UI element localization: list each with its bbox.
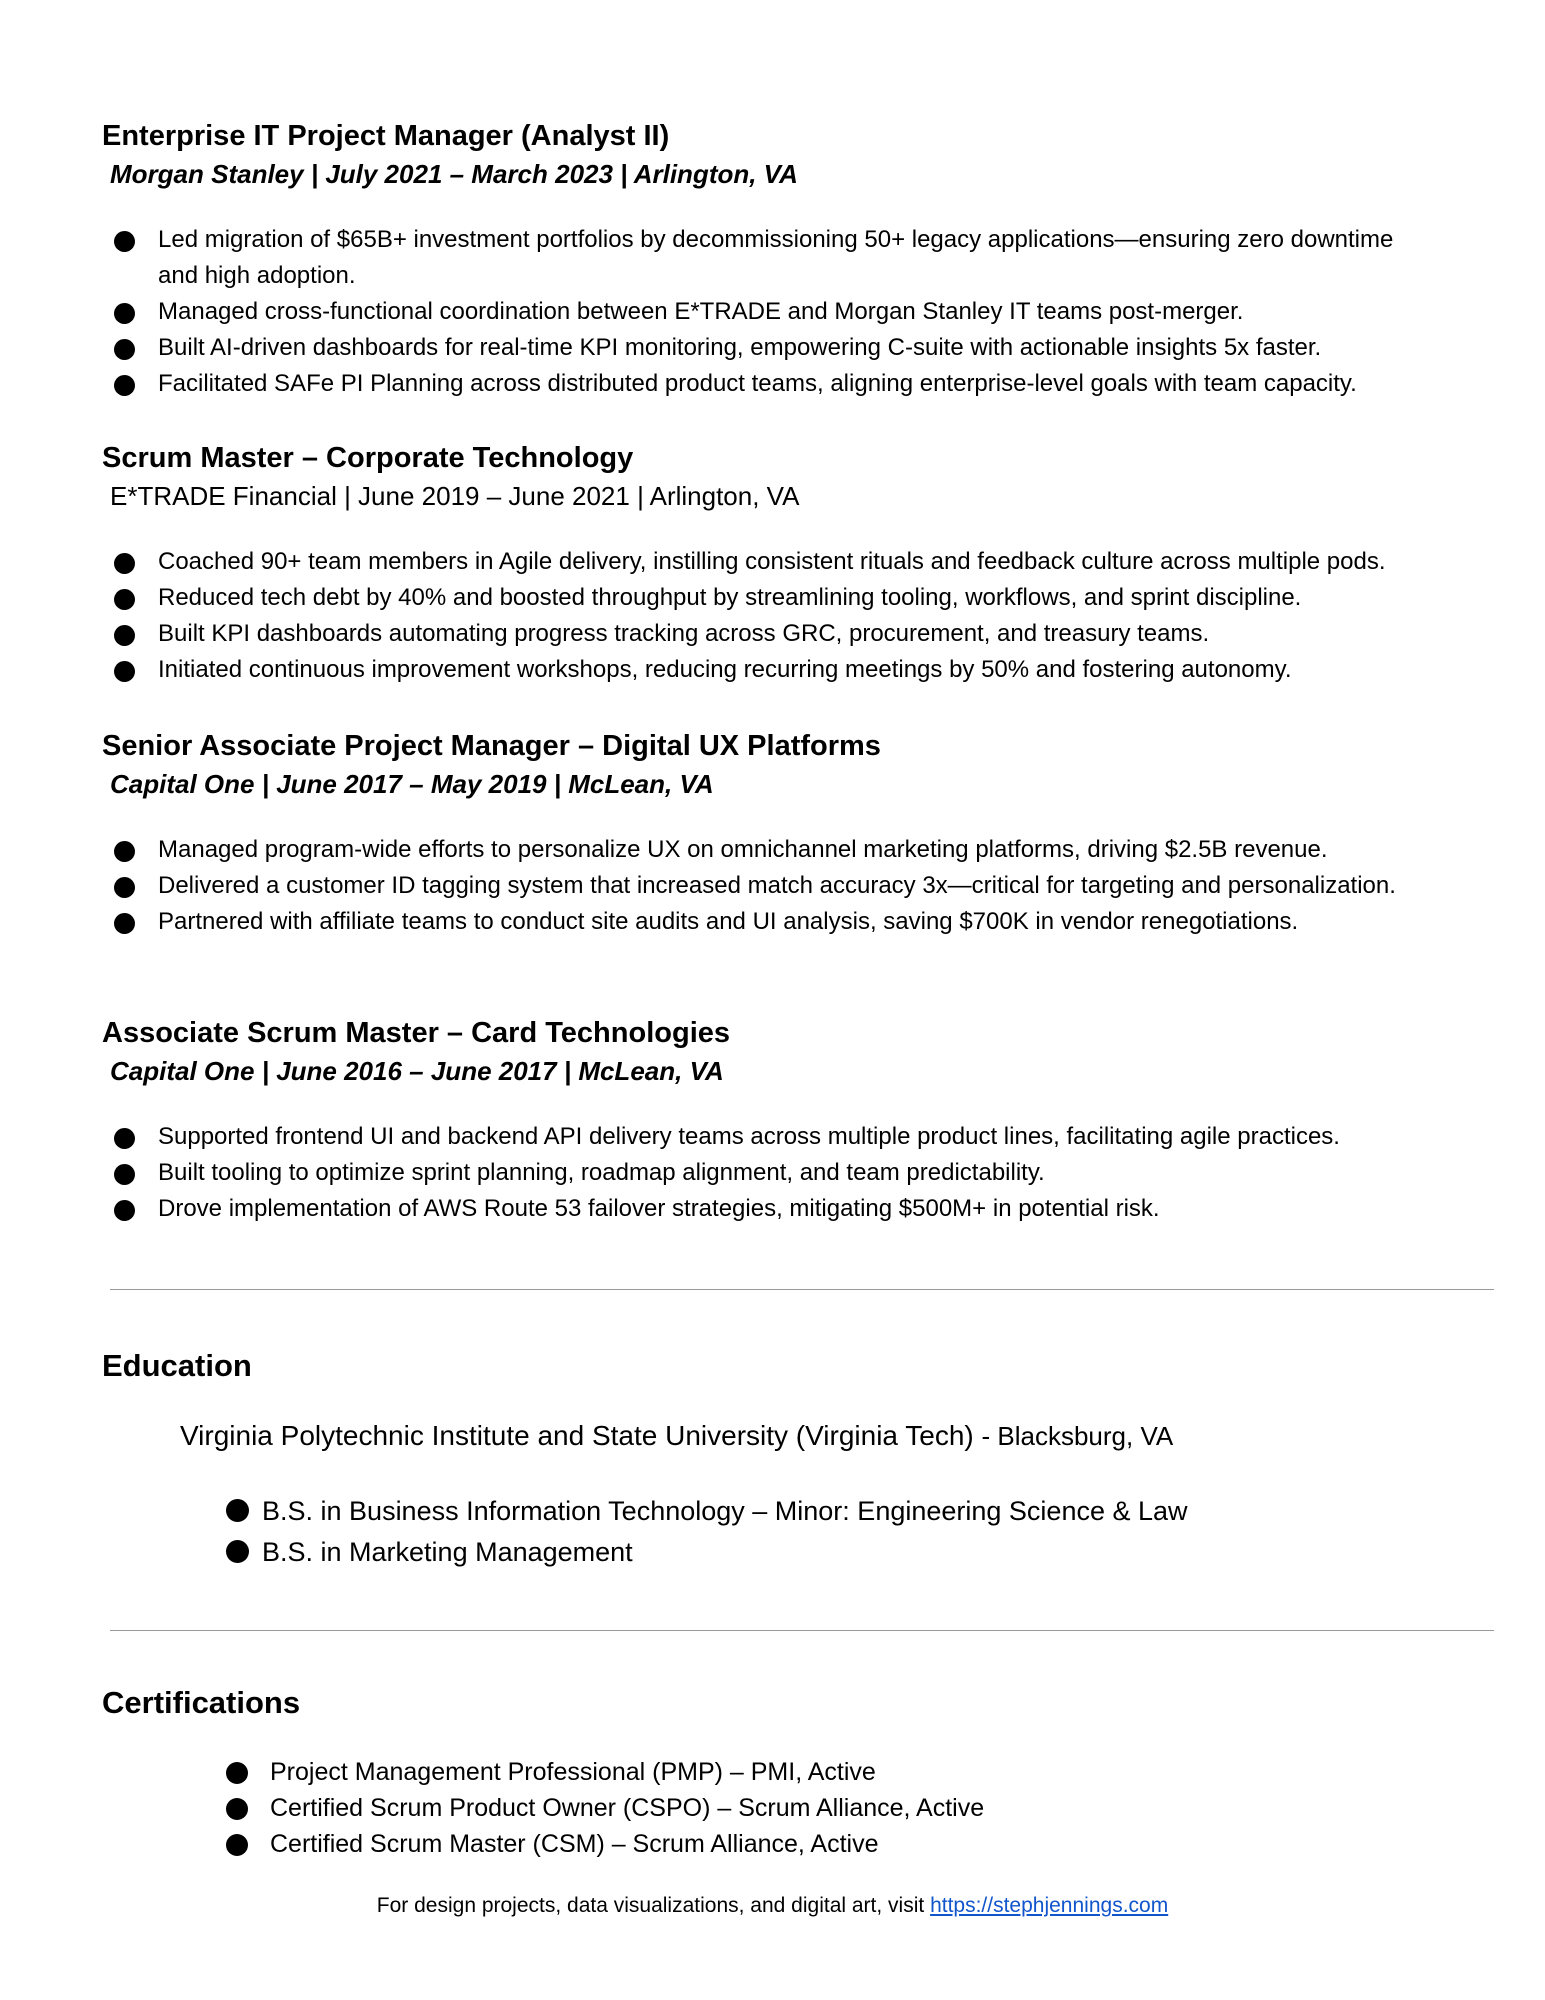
portfolio-link[interactable]: https://stephjennings.com	[930, 1894, 1169, 1917]
list-item: Built tooling to optimize sprint planning, roadmap alignment, and team predictability.	[102, 1155, 1432, 1191]
bullet-icon	[114, 339, 135, 360]
job-meta: E*TRADE Financial | June 2019 – June 2021 | Arlington, VA	[110, 481, 800, 511]
certifications-heading: Certifications	[102, 1685, 301, 1720]
bullet-icon	[114, 1164, 135, 1185]
bullet-icon	[114, 877, 135, 898]
list-item: Built KPI dashboards automating progress tracking across GRC, procurement, and treasury teams.	[102, 616, 1432, 652]
section-divider	[110, 1630, 1494, 1631]
bullet-icon	[114, 1200, 135, 1221]
footer	[0, 1894, 1545, 1918]
bullet-icon	[114, 231, 135, 252]
job-bullets	[102, 544, 1502, 688]
job-bullets	[102, 1119, 1502, 1227]
list-item: Partnered with affiliate teams to conduct site audits and UI analysis, saving $700K in vendor renegotiations.	[102, 904, 1432, 940]
list-item: Initiated continuous improvement workshops, reducing recurring meetings by 50% and fostering autonomy.	[102, 652, 1432, 688]
education-heading: Education	[102, 1348, 252, 1383]
job-title: Scrum Master – Corporate Technology	[102, 442, 634, 474]
job-meta: Capital One | June 2016 – June 2017 | McLean, VA	[110, 1056, 724, 1086]
job-bullets	[102, 832, 1502, 940]
school-location: - Blacksburg, VA	[981, 1421, 1174, 1451]
list-item: Project Management Professional (PMP) – PMI, Active	[226, 1754, 984, 1790]
list-item: Reduced tech debt by 40% and boosted throughput by streamlining tooling, workflows, and sprint discipline.	[102, 580, 1432, 616]
list-item: Led migration of $65B+ investment portfolios by decommissioning 50+ legacy applications—ensuring zero downtime and high adoption.	[102, 222, 1432, 294]
school-line	[180, 1420, 1173, 1452]
list-item: B.S. in Marketing Management	[226, 1532, 1188, 1573]
job-title: Senior Associate Project Manager – Digital UX Platforms	[102, 730, 881, 762]
list-item: Drove implementation of AWS Route 53 failover strategies, mitigating $500M+ in potential risk.	[102, 1191, 1432, 1227]
bullet-icon	[114, 661, 135, 682]
bullet-icon	[226, 1798, 248, 1820]
job-entry	[102, 1015, 1502, 1227]
section-divider	[110, 1289, 1494, 1290]
bullet-icon	[226, 1762, 248, 1784]
list-item: B.S. in Business Information Technology – Minor: Engineering Science & Law	[226, 1491, 1188, 1532]
bullet-icon	[114, 375, 135, 396]
bullet-icon	[114, 1128, 135, 1149]
list-item: Delivered a customer ID tagging system that increased match accuracy 3x—critical for targeting and personalization.	[102, 868, 1432, 904]
bullet-icon	[226, 1540, 249, 1563]
job-meta: Capital One | June 2017 – May 2019 | McLean, VA	[110, 769, 714, 799]
job-bullets	[102, 222, 1502, 402]
bullet-icon	[114, 625, 135, 646]
job-title: Associate Scrum Master – Card Technologies	[102, 1017, 731, 1049]
job-entry	[102, 440, 1502, 688]
job-meta: Morgan Stanley | July 2021 – March 2023 | Arlington, VA	[110, 159, 798, 189]
bullet-icon	[114, 589, 135, 610]
list-item: Certified Scrum Master (CSM) – Scrum Alliance, Active	[226, 1826, 984, 1862]
job-entry	[102, 728, 1502, 940]
list-item: Managed program-wide efforts to personalize UX on omnichannel marketing platforms, driving $2.5B revenue.	[102, 832, 1432, 868]
degree-list	[226, 1491, 1188, 1573]
bullet-icon	[114, 841, 135, 862]
certification-list	[226, 1754, 984, 1862]
bullet-icon	[226, 1834, 248, 1856]
footer-text: For design projects, data visualizations, and digital art, visit	[376, 1894, 925, 1917]
job-title: Enterprise IT Project Manager (Analyst II)	[102, 120, 670, 152]
list-item: Facilitated SAFe PI Planning across distributed product teams, aligning enterprise-level goals with team capacity.	[102, 366, 1432, 402]
list-item: Managed cross-functional coordination between E*TRADE and Morgan Stanley IT teams post-merger.	[102, 294, 1432, 330]
list-item: Built AI-driven dashboards for real-time KPI monitoring, empowering C-suite with actionable insights 5x faster.	[102, 330, 1432, 366]
bullet-icon	[114, 303, 135, 324]
job-entry	[102, 118, 1502, 402]
bullet-icon	[114, 553, 135, 574]
list-item: Certified Scrum Product Owner (CSPO) – Scrum Alliance, Active	[226, 1790, 984, 1826]
school-name: Virginia Polytechnic Institute and State University (Virginia Tech)	[180, 1420, 974, 1451]
list-item: Coached 90+ team members in Agile delivery, instilling consistent rituals and feedback culture across multiple pods.	[102, 544, 1432, 580]
bullet-icon	[226, 1499, 249, 1522]
bullet-icon	[114, 913, 135, 934]
list-item: Supported frontend UI and backend API delivery teams across multiple product lines, facilitating agile practices.	[102, 1119, 1432, 1155]
